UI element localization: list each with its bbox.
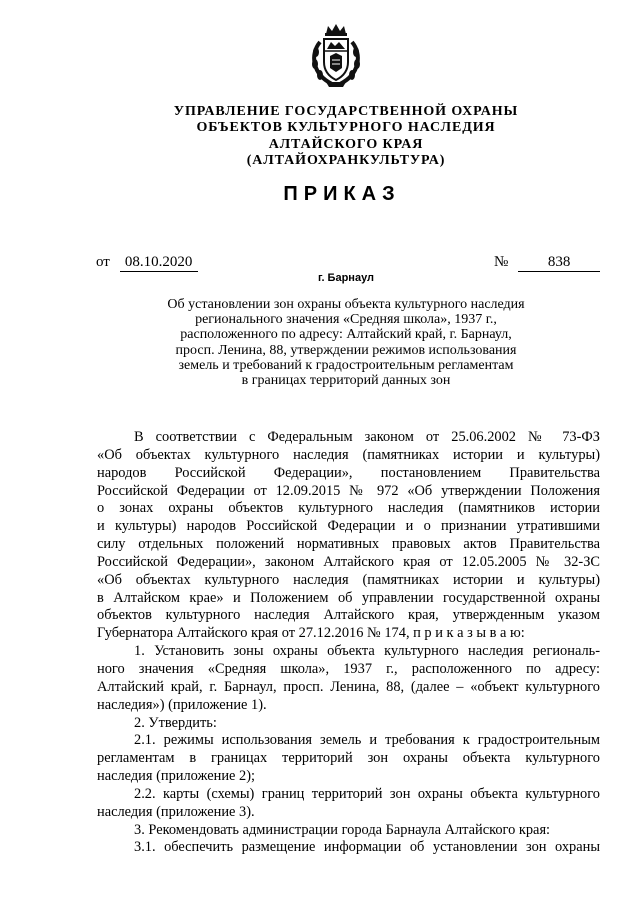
body-line: 3. Рекомендовать администрации города Барнаула Алтайского края: [134,821,551,838]
subject-line: земель и требований к градостроительным регламентам [178,357,514,373]
body-line: «Об объектах культурного наследия (памятниках истории и культуры) [97,446,600,463]
subject-line: просп. Ленина, 88, утверждении режимов использования [175,342,517,358]
body-line: наследия») (приложение 1). [97,696,267,713]
subject-line: Об установлении зон охраны объекта культурного наследия [167,297,525,312]
body-line: ного значения «Средняя школа», 1937 г., расположенного по адресу: [97,660,600,677]
date-prefix: от [96,254,110,270]
body-line: и культуры) народов Российской Федерации и о признании утратившими [97,518,600,535]
body-line: силу отдельных положений нормативных правовых актов Правительства [97,536,600,553]
order-body [97,429,600,857]
body-line: объектов культурного наследия Алтайского края, утвержденным указом [97,607,600,624]
body-line: Губернатора Алтайского края от 27.12.2016 № 174, п р и к а з ы в а ю: [97,625,525,642]
body-line: «Об объектах культурного наследия (памятниках истории и культуры) [97,571,600,588]
org-line: УПРАВЛЕНИЕ ГОСУДАРСТВЕННОЙ ОХРАНЫ [173,104,519,119]
subject-line: регионального значения «Средняя школа», 1937 г., [195,312,497,328]
body-line: наследия (приложение 3). [97,803,255,820]
organization-name [0,104,640,169]
body-line: 2. Утвердить: [134,714,217,731]
body-line: регламентам в границах территорий зон охраны объекта культурного [97,750,600,767]
body-line: 1. Установить зоны охраны объекта культурного наследия региональ- [134,643,600,660]
date-value: 08.10.2020 [120,253,198,272]
order-number [494,253,600,272]
body-line: В соответствии с Федеральным законом от 25.06.2002 № 73-ФЗ [134,429,600,445]
body-line: наследия (приложение 2); [97,768,256,785]
order-subject [130,297,562,388]
body-line: 3.1. обеспечить размещение информации об установлении зон охраны [134,839,600,856]
city: г. Барнаул [317,272,375,284]
body-line: 2.1. режимы использования земель и требования к градостроительным [134,732,600,749]
body-line: Алтайский край, г. Барнаул, просп. Ленина, 88, (далее – «объект культурного [97,678,600,695]
number-value: 838 [518,253,600,272]
body-line: о зонах охраны объектов культурного наследия (памятников истории [97,500,600,517]
org-line: АЛТАЙСКОГО КРАЯ [268,136,424,152]
altai-krai-coat-of-arms-icon [306,22,366,90]
order-date [96,253,198,272]
body-line: Российской Федерации от 12.09.2015 № 972 «Об утверждении Положения [97,482,600,499]
org-line: ОБЪЕКТОВ КУЛЬТУРНОГО НАСЛЕДИЯ [196,120,496,136]
body-line: народов Российской Федерации», постановлением Правительства [97,464,600,481]
org-line: (АЛТАЙОХРАНКУЛЬТУРА) [246,152,446,168]
body-line: Российской Федерации», законом Алтайского края от 12.05.2005 № 32-ЗС [97,553,600,570]
number-prefix: № [494,254,509,270]
order-title: ПРИКАЗ [283,183,401,205]
body-line: 2.2. карты (схемы) границ территорий зон охраны объекта культурного [134,785,600,802]
body-line: в Алтайском крае» и Положением об управлении государственной охраны [97,589,600,606]
subject-line: расположенного по адресу: Алтайский край, г. Барнаул, [180,327,512,343]
subject-line: в границах территорий данных зон [241,373,451,389]
